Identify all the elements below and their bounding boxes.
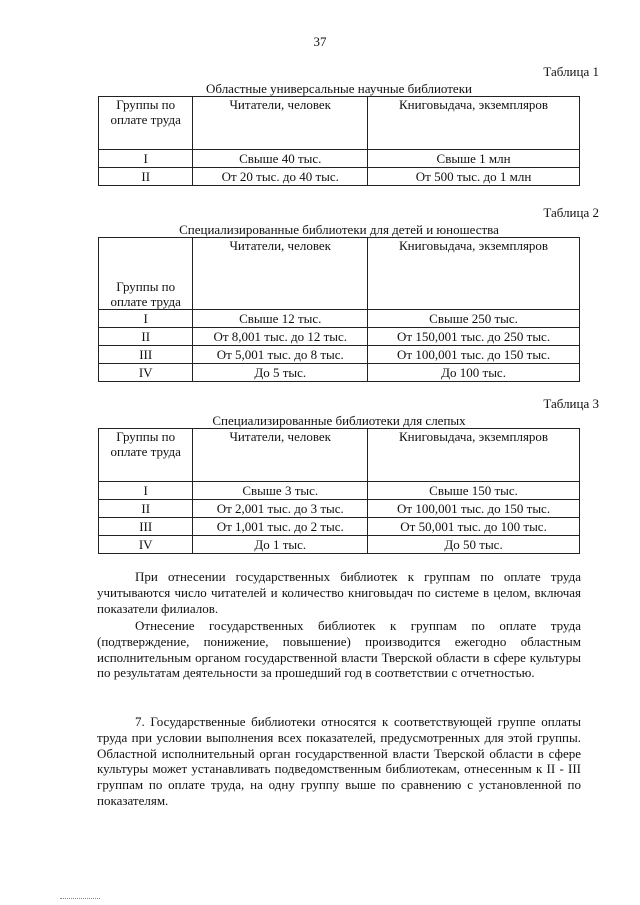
table-3-header-circulation: Книговыдача, экземпляров: [368, 429, 580, 482]
table-cell-circulation: До 50 тыс.: [368, 536, 580, 554]
table-row: [99, 518, 580, 536]
table-3-header-group: Группы по оплате труда: [99, 429, 193, 482]
table-cell-group: II: [99, 168, 193, 186]
table-cell-circulation: От 150,001 тыс. до 250 тыс.: [368, 328, 580, 346]
table-3-label: Таблица 3: [543, 396, 599, 411]
table-1: [98, 96, 580, 186]
table-row: [99, 168, 580, 186]
table-cell-circulation: Свыше 150 тыс.: [368, 482, 580, 500]
table-cell-readers: От 8,001 тыс. до 12 тыс.: [193, 328, 368, 346]
table-row: [99, 364, 580, 382]
table-cell-readers: Свыше 12 тыс.: [193, 310, 368, 328]
table-cell-circulation: От 500 тыс. до 1 млн: [368, 168, 580, 186]
table-cell-group: I: [99, 482, 193, 500]
paragraph-counting-rules: При отнесении государственных библиотек к группам по оплате труда учитываются число читателей и количество книговыдач по системе в целом, включая показатели филиалов.: [97, 569, 581, 616]
page-number: 37: [313, 34, 327, 49]
table-cell-circulation: До 100 тыс.: [368, 364, 580, 382]
table-cell-readers: От 5,001 тыс. до 8 тыс.: [193, 346, 368, 364]
table-2-header-circulation: Книговыдача, экземпляров: [368, 238, 580, 310]
table-cell-readers: От 1,001 тыс. до 2 тыс.: [193, 518, 368, 536]
table-cell-circulation: От 100,001 тыс. до 150 тыс.: [368, 500, 580, 518]
table-1-header-group: Группы по оплате труда: [99, 97, 193, 150]
table-cell-group: II: [99, 328, 193, 346]
table-3-title: Специализированные библиотеки для слепых: [212, 413, 466, 428]
table-3-header-readers: Читатели, человек: [193, 429, 368, 482]
table-1-header-circulation: Книговыдача, экземпляров: [368, 97, 580, 150]
table-cell-group: I: [99, 150, 193, 168]
table-row: [99, 328, 580, 346]
paragraph-item-7: 7. Государственные библиотеки относятся к соответствующей группе оплаты труда при условии выполнения всех показателей, предусмотренных для этой группы. Областной исполнительный орган государственной власти Тверской области в сфере культуры может устанавливать подведомственным библиотекам, отнесенным к II - III группам по оплате труда, на одну группу выше по сравнению с установленной по показателям.: [97, 714, 581, 808]
table-row: [99, 536, 580, 554]
table-row: [99, 150, 580, 168]
table-1-label: Таблица 1: [543, 64, 599, 79]
table-1-title: Областные универсальные научные библиотеки: [206, 81, 472, 96]
paragraph-group-assignment: Отнесение государственных библиотек к группам по оплате труда (подтверждение, понижение, повышение) производится ежегодно областным исполнительным органом государственной власти Тверской области в сфере культуры по результатам деятельности за прошедший год в соответствии с отчетностью.: [97, 618, 581, 681]
table-2-title: Специализированные библиотеки для детей и юношества: [179, 222, 499, 237]
table-cell-circulation: От 50,001 тыс. до 100 тыс.: [368, 518, 580, 536]
table-2: [98, 237, 580, 382]
table-2-header-group: Группы по оплате труда: [99, 238, 193, 310]
table-cell-group: III: [99, 346, 193, 364]
table-cell-readers: Свыше 3 тыс.: [193, 482, 368, 500]
table-row: [99, 482, 580, 500]
table-cell-group: IV: [99, 364, 193, 382]
table-2-label: Таблица 2: [543, 205, 599, 220]
table-cell-readers: До 1 тыс.: [193, 536, 368, 554]
table-cell-readers: От 2,001 тыс. до 3 тыс.: [193, 500, 368, 518]
table-row: [99, 346, 580, 364]
table-cell-circulation: Свыше 250 тыс.: [368, 310, 580, 328]
table-cell-readers: Свыше 40 тыс.: [193, 150, 368, 168]
table-cell-group: I: [99, 310, 193, 328]
table-1-header-readers: Читатели, человек: [193, 97, 368, 150]
table-cell-readers: До 5 тыс.: [193, 364, 368, 382]
table-cell-group: II: [99, 500, 193, 518]
table-row: [99, 500, 580, 518]
table-row: [99, 310, 580, 328]
table-cell-readers: От 20 тыс. до 40 тыс.: [193, 168, 368, 186]
table-2-header-readers: Читатели, человек: [193, 238, 368, 310]
table-cell-group: IV: [99, 536, 193, 554]
table-cell-group: III: [99, 518, 193, 536]
table-3: [98, 428, 580, 554]
table-cell-circulation: От 100,001 тыс. до 150 тыс.: [368, 346, 580, 364]
footer-divider: [60, 898, 100, 900]
table-cell-circulation: Свыше 1 млн: [368, 150, 580, 168]
